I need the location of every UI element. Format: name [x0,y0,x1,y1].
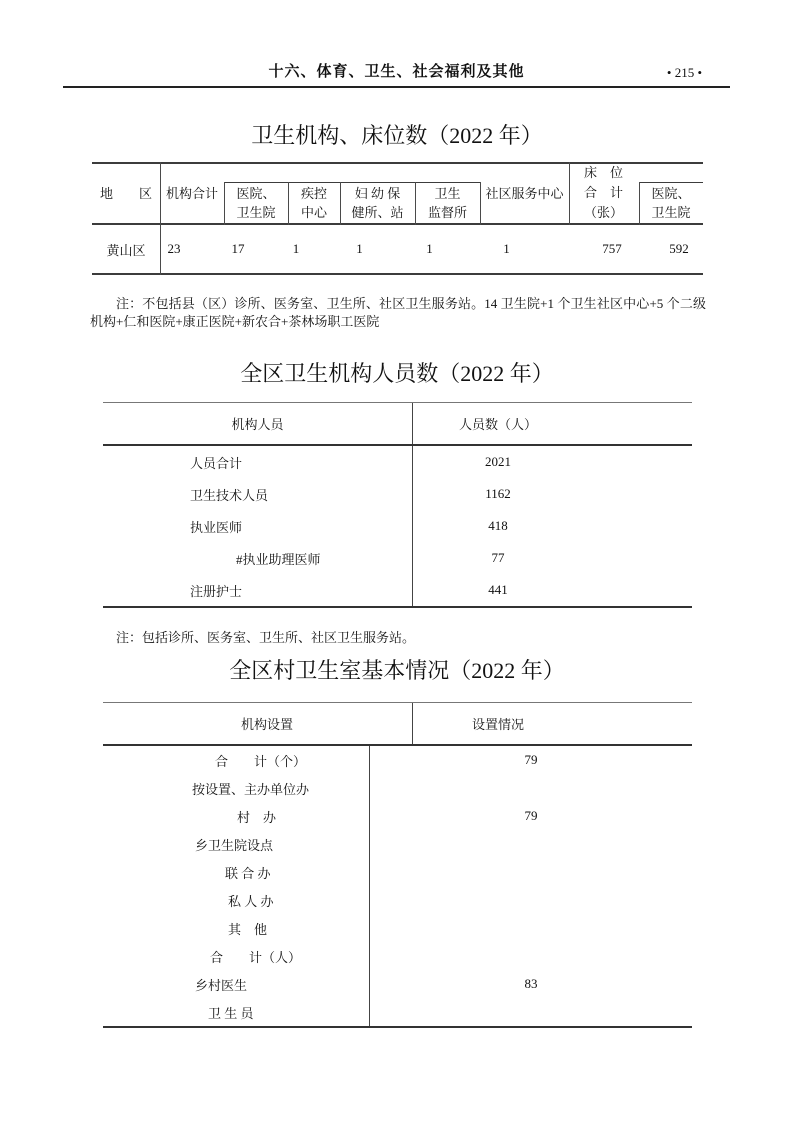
clinics-col-header-value [412,703,692,744]
staff-row-total [103,446,692,478]
clinics-row-label: 合 计（人） [210,949,302,965]
clinics-row-label: 乡村医生 [195,977,248,993]
value-community: 1 [503,241,510,256]
clinics-row-village-doctors [103,970,692,998]
clinics-table-header [103,703,692,746]
clinics-row-total-count [103,746,692,774]
village-clinics-table [103,702,692,1028]
clinics-row-label: 村 办 [237,809,277,825]
staff-row-value: 418 [488,518,508,533]
col-header-beds-line3: （张） [584,204,624,220]
staff-table-header [103,403,692,446]
col-header-supervision-line1: 卫生 [434,185,461,201]
clinics-row-by-organizer [103,774,692,802]
value-beds-hospital: 592 [669,241,689,256]
clinics-row-health-workers [103,998,692,1026]
table2-note: 注：包括诊所、医务室、卫生所、社区卫生服务站。 [116,630,416,645]
staff-table [103,402,692,608]
col-header-beds-hospital [639,182,703,223]
clinics-row-township-branch [103,830,692,858]
clinics-row-label: 按设置、主办单位办 [192,781,310,797]
col-header-hospital-line1: 医院、 [236,185,276,201]
staff-col-header-value [412,403,692,444]
col-header-beds-hospital-line2: 卫生院 [651,204,691,220]
clinics-col1-text: 机构设置 [240,717,293,732]
staff-col2-text: 人员数（人） [458,417,537,432]
staff-row-value: 1162 [485,486,511,501]
staff-row-value: 2021 [485,454,511,469]
col-header-hospital-line2: 卫生院 [236,204,276,220]
clinics-col2-text: 设置情况 [471,717,524,732]
clinics-row-label: 其 他 [228,921,268,937]
clinics-row-value: 79 [524,808,538,823]
clinics-row-label: 合 计（个） [215,753,307,769]
col-header-community-center: 社区服务中心 [485,186,564,201]
col-header-region: 地 区 [99,186,152,201]
clinics-row-label: 私 人 办 [228,893,274,909]
table1-bottom-border [92,273,703,275]
clinics-row-other [103,914,692,942]
staff-row-physicians [103,510,692,542]
staff-row-assistant-physicians [103,542,692,574]
col-header-beds-hospital-line1: 医院、 [651,185,691,201]
staff-col-header-label [103,414,412,433]
col-header-mch-line1: 妇 幼 保 [354,185,401,201]
staff-row-label: 人员合计 [190,455,243,471]
value-beds-total: 757 [602,241,622,256]
clinics-row-label: 卫 生 员 [208,1005,254,1021]
col-header-health-supervision [415,182,480,223]
staff-row-value: 77 [491,550,505,565]
col-header-supervision-line2: 监督所 [427,204,467,220]
col-header-mch-station [340,182,415,223]
section-title: 十六、体育、卫生、社会福利及其他 [268,64,525,80]
table2-title: 全区卫生机构人员数（2022 年） [240,361,554,386]
clinics-row-label: 乡卫生院设点 [195,837,274,853]
page-header [63,56,730,88]
col-header-beds-total [569,162,639,223]
value-total-institutions: 23 [167,241,181,256]
table1-note: 注：不包括县（区）诊所、医务室、卫生所、社区卫生服务站。14 卫生院+1 个卫生社区中心+5 个二级机构+仁和医院+康正医院+新农合+茶林场职工医院 [90,296,706,329]
col-header-cdc-line2: 中心 [300,204,327,220]
staff-col1-text: 机构人员 [231,417,284,432]
clinics-col-header-label [103,714,412,733]
staff-row-label: #执业助理医师 [236,551,321,567]
staff-row-value: 441 [488,582,508,597]
staff-row-nurses [103,574,692,606]
col-header-cdc-line1: 疾控 [300,185,327,201]
col-header-total-institutions: 机构合计 [165,186,218,201]
value-mch: 1 [356,241,363,256]
clinics-row-label: 联 合 办 [225,865,271,881]
staff-row-label: 执业医师 [190,519,243,535]
table3-title: 全区村卫生室基本情况（2022 年） [229,658,565,683]
col-header-hospital [224,182,288,223]
value-hospital: 17 [231,241,245,256]
table1-title: 卫生机构、床位数（2022 年） [251,123,543,148]
col-header-beds-line1: 床 位 [584,164,624,180]
clinics-row-private-run [103,886,692,914]
clinics-row-total-persons [103,942,692,970]
value-cdc: 1 [292,241,300,256]
col-header-cdc-center [288,182,340,223]
staff-row-label: 注册护士 [190,583,243,599]
value-supervision: 1 [426,241,433,256]
page-number: • 215 • [666,65,702,80]
clinics-row-joint-run [103,858,692,886]
health-institutions-beds-table [92,162,703,275]
clinics-row-value: 83 [524,976,538,991]
staff-row-label: 卫生技术人员 [190,487,269,503]
clinics-row-village-run [103,802,692,830]
col-header-beds-line2: 合 计 [584,184,624,200]
clinics-row-value: 79 [524,752,538,767]
region-cell: 黄山区 [106,242,146,258]
staff-row-technical [103,478,692,510]
col-header-mch-line2: 健所、站 [351,204,404,220]
